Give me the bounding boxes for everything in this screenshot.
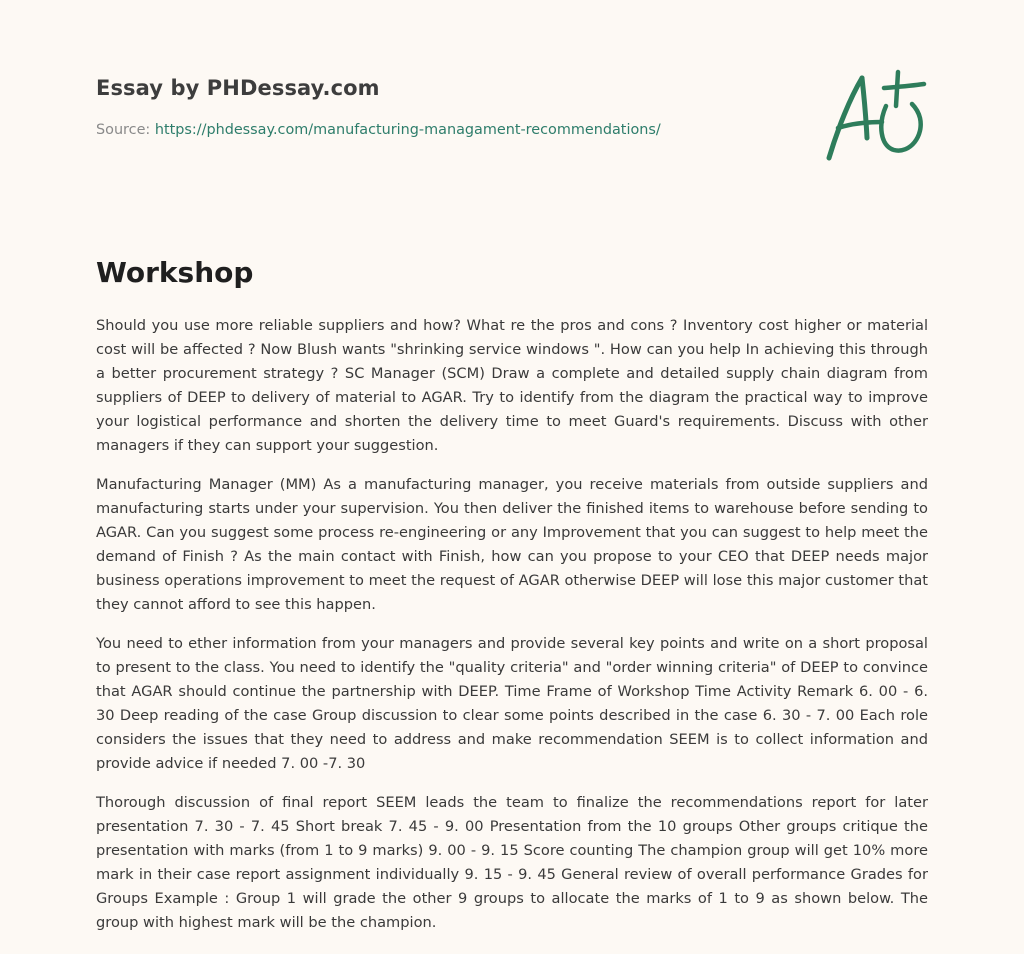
source-link[interactable]: https://phdessay.com/manufacturing-managament-recommendations/: [154, 122, 661, 138]
paragraph: Thorough discussion of final report SEEM leads the team to finalize the recommendations report for later presentation 7. 30 - 7. 45 Short break 7. 45 - 9. 00 Presentation from the 10 groups Other groups critique the presentation with marks (from 1 to 9 marks) 9. 00 - 9. 15 Score counting The champion group will get 10% more mark in their case report assignment individually 9. 15 - 9. 45 General review of overall performance Grades for Groups Example : Group 1 will grade the other 9 groups to allocate the marks of 1 to 9 as shown below. The group with highest mark will be the champion.: [96, 794, 928, 931]
document-body: [96, 314, 928, 950]
page-header: [96, 76, 796, 138]
source-label: Source:: [96, 122, 151, 138]
document-title: Workshop: [96, 256, 254, 289]
a-plus-logo-icon: [820, 66, 930, 166]
brand-title: Essay by PHDessay.com: [96, 76, 380, 100]
paragraph: You need to ether information from your managers and provide several key points and write on a short proposal to present to the class. You need to identify the "quality criteria" and "order winning criteria" of DEEP to convince that AGAR should continue the partnership with DEEP. Time Frame of Workshop Time Activity Remark 6. 00 - 6. 30 Deep reading of the case Group discussion to clear some points described in the case 6. 30 - 7. 00 Each role considers the issues that they need to address and make recommendation SEEM is to collect information and provide advice if needed 7. 00 -7. 30: [96, 635, 928, 772]
source-line: [96, 122, 796, 138]
paragraph: Should you use more reliable suppliers and how? What re the pros and cons ? Inventory cost higher or material cost will be affected ? Now Blush wants "shrinking service windows ". How can you help In achieving this through a better procurement strategy ? SC Manager (SCM) Draw a complete and detailed supply chain diagram from suppliers of DEEP to delivery of material to AGAR. Try to identify from the diagram the practical way to improve your logistical performance and shorten the delivery time to meet Guard's requirements. Discuss with other managers if they can support your suggestion.: [96, 317, 928, 454]
paragraph: Manufacturing Manager (MM) As a manufacturing manager, you receive materials from outside suppliers and manufacturing starts under your supervision. You then deliver the finished items to warehouse before sending to AGAR. Can you suggest some process re-engineering or any Improvement that you can suggest to help meet the demand of Finish ? As the main contact with Finish, how can you propose to your CEO that DEEP needs major business operations improvement to meet the request of AGAR otherwise DEEP will lose this major customer that they cannot afford to see this happen.: [96, 476, 928, 613]
